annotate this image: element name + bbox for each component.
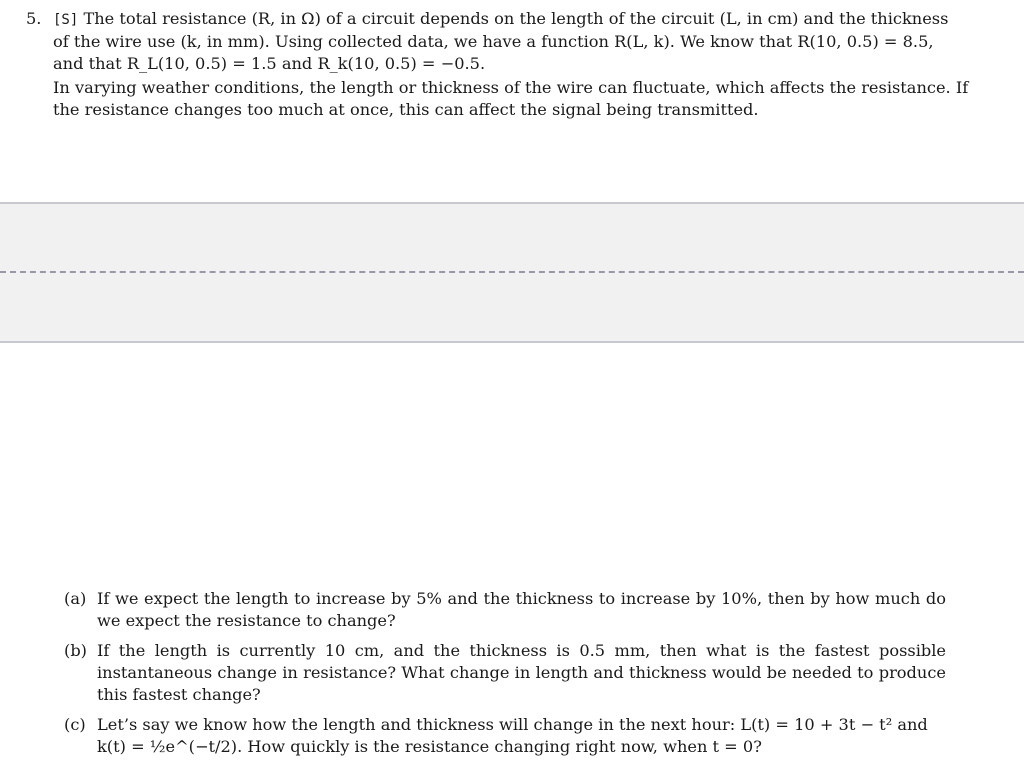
problem-statement (53, 8, 969, 121)
problem-5 (26, 8, 969, 121)
answer-space-band (0, 202, 1024, 343)
part-c-text-line-1: Let’s say we know how the length and thickness will change in the next hour: L(t) = 10 + 3t − t² and (97, 715, 928, 734)
statement-line-2: of the wire use (k, in mm). Using collected data, we have a function R(L, k). We know that R(10, 0.5) = 8.5, (53, 32, 934, 51)
part-b (64, 640, 946, 706)
context-line-1: In varying weather conditions, the length or thickness of the wire can fluctuate, which affects the resistance. If (53, 78, 969, 97)
problem-number: 5. (26, 9, 42, 28)
statement-line-1 (53, 8, 949, 31)
part-a-label: (a) (64, 589, 87, 608)
part-a (64, 588, 946, 632)
problem-tag: [S] (53, 12, 79, 28)
part-c-text (97, 714, 946, 758)
part-c (64, 714, 946, 758)
statement-line-1-text: The total resistance (R, in Ω) of a circuit depends on the length of the circuit (L, in cm) and the thickness (83, 9, 949, 28)
problem-parts (64, 588, 946, 766)
part-b-label: (b) (64, 641, 87, 660)
dashed-divider (0, 271, 1024, 273)
context-line-2: the resistance changes too much at once, this can affect the signal being transmitted. (53, 100, 759, 119)
part-a-text: If we expect the length to increase by 5% and the thickness to increase by 10%, then by how much do we expect the resistance to change? (97, 589, 946, 630)
part-b-text: If the length is currently 10 cm, and the thickness is 0.5 mm, then what is the fastest possible instantaneous change in resistance? What change in length and thickness would be needed to produce this fastest change? (97, 641, 946, 704)
part-c-label: (c) (64, 715, 86, 734)
statement-line-3: and that R_L(10, 0.5) = 1.5 and R_k(10, 0.5) = −0.5. (53, 54, 486, 73)
part-c-text-line-2: k(t) = ½e^(−t/2). How quickly is the resistance changing right now, when t = 0? (97, 737, 762, 756)
